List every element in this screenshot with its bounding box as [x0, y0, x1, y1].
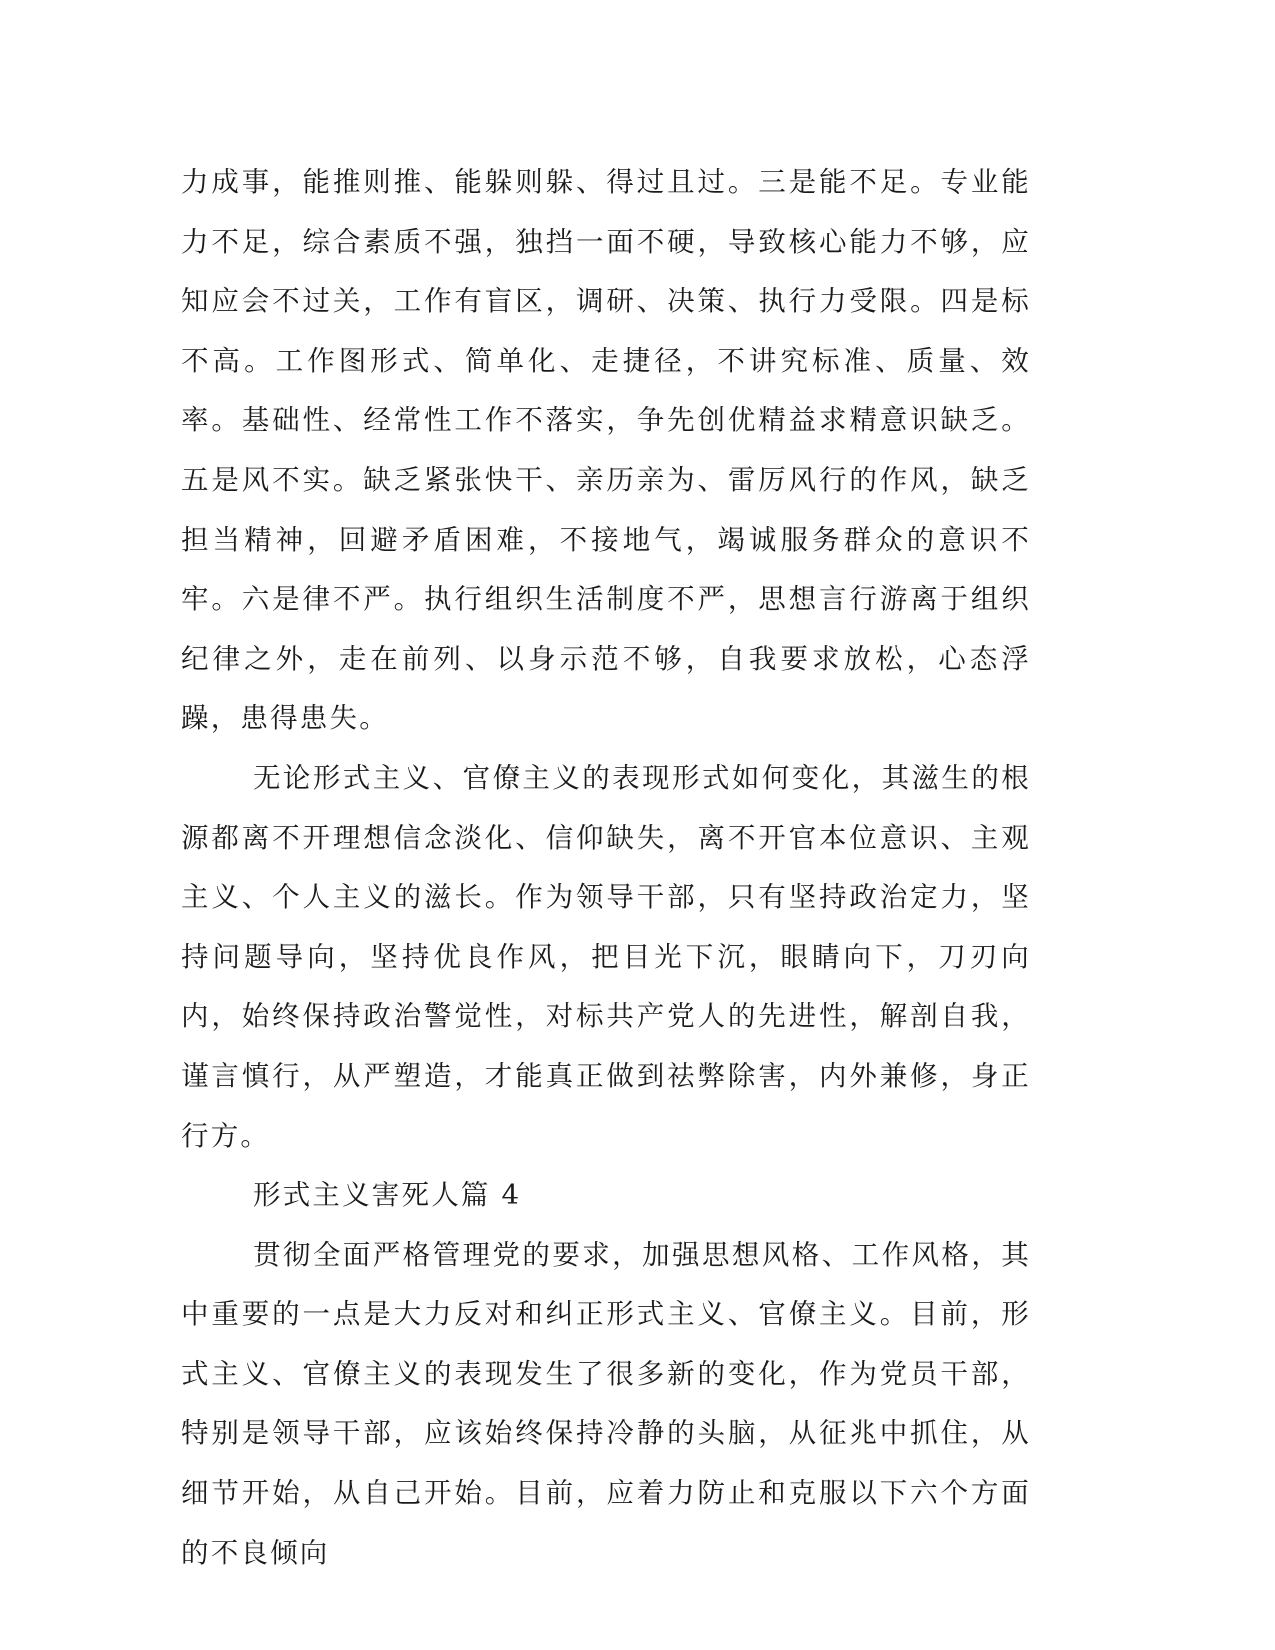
paragraph-section-intro: 贯彻全面严格管理党的要求，加强思想风格、工作风格，其中重要的一点是大力反对和纠正形式主义、官僚主义。目前，形式主义、官僚主义的表现发生了很多新的变化，作为党员干部，特别是领导干部，应该始终保持冷静的头脑，从征兆中抓住，从细节开始，从自己开始。目前，应着力防止和克服以下六个方面的不良倾向 — [181, 1238, 1031, 1569]
paragraph-continuation: 力成事，能推则推、能躲则躲、得过且过。三是能不足。专业能力不足，综合素质不强，独挡一面不硬，导致核心能力不够，应知应会不过关，工作有盲区，调研、决策、执行力受限。四是标不高。工作图形式、简单化、走捷径，不讲究标准、质量、效率。基础性、经常性工作不落实，争先创优精益求精意识缺乏。五是风不实。缺乏紧张快干、亲历亲为、雷厉风行的作风，缺乏担当精神，回避矛盾困难，不接地气，竭诚服务群众的意识不牢。六是律不严。执行组织生活制度不严，思想言行游离于组织纪律之外，走在前列、以身示范不够，自我要求放松，心态浮躁，患得患失。 — [181, 166, 1031, 735]
paragraph-root-causes: 无论形式主义、官僚主义的表现形式如何变化，其滋生的根源都离不开理想信念淡化、信仰缺失，离不开官本位意识、主观主义、个人主义的滋长。作为领导干部，只有坚持政治定力，坚持问题导向，坚持优良作风，把目光下沉，眼睛向下，刀刃向内，始终保持政治警觉性，对标共产党人的先进性，解剖自我，谨言慎行，从严塑造，才能真正做到祛弊除害，内外兼修，身正行方。 — [181, 761, 1031, 1152]
section-heading: 形式主义害死人篇 4 — [253, 1179, 522, 1212]
document-body — [181, 153, 1031, 1583]
